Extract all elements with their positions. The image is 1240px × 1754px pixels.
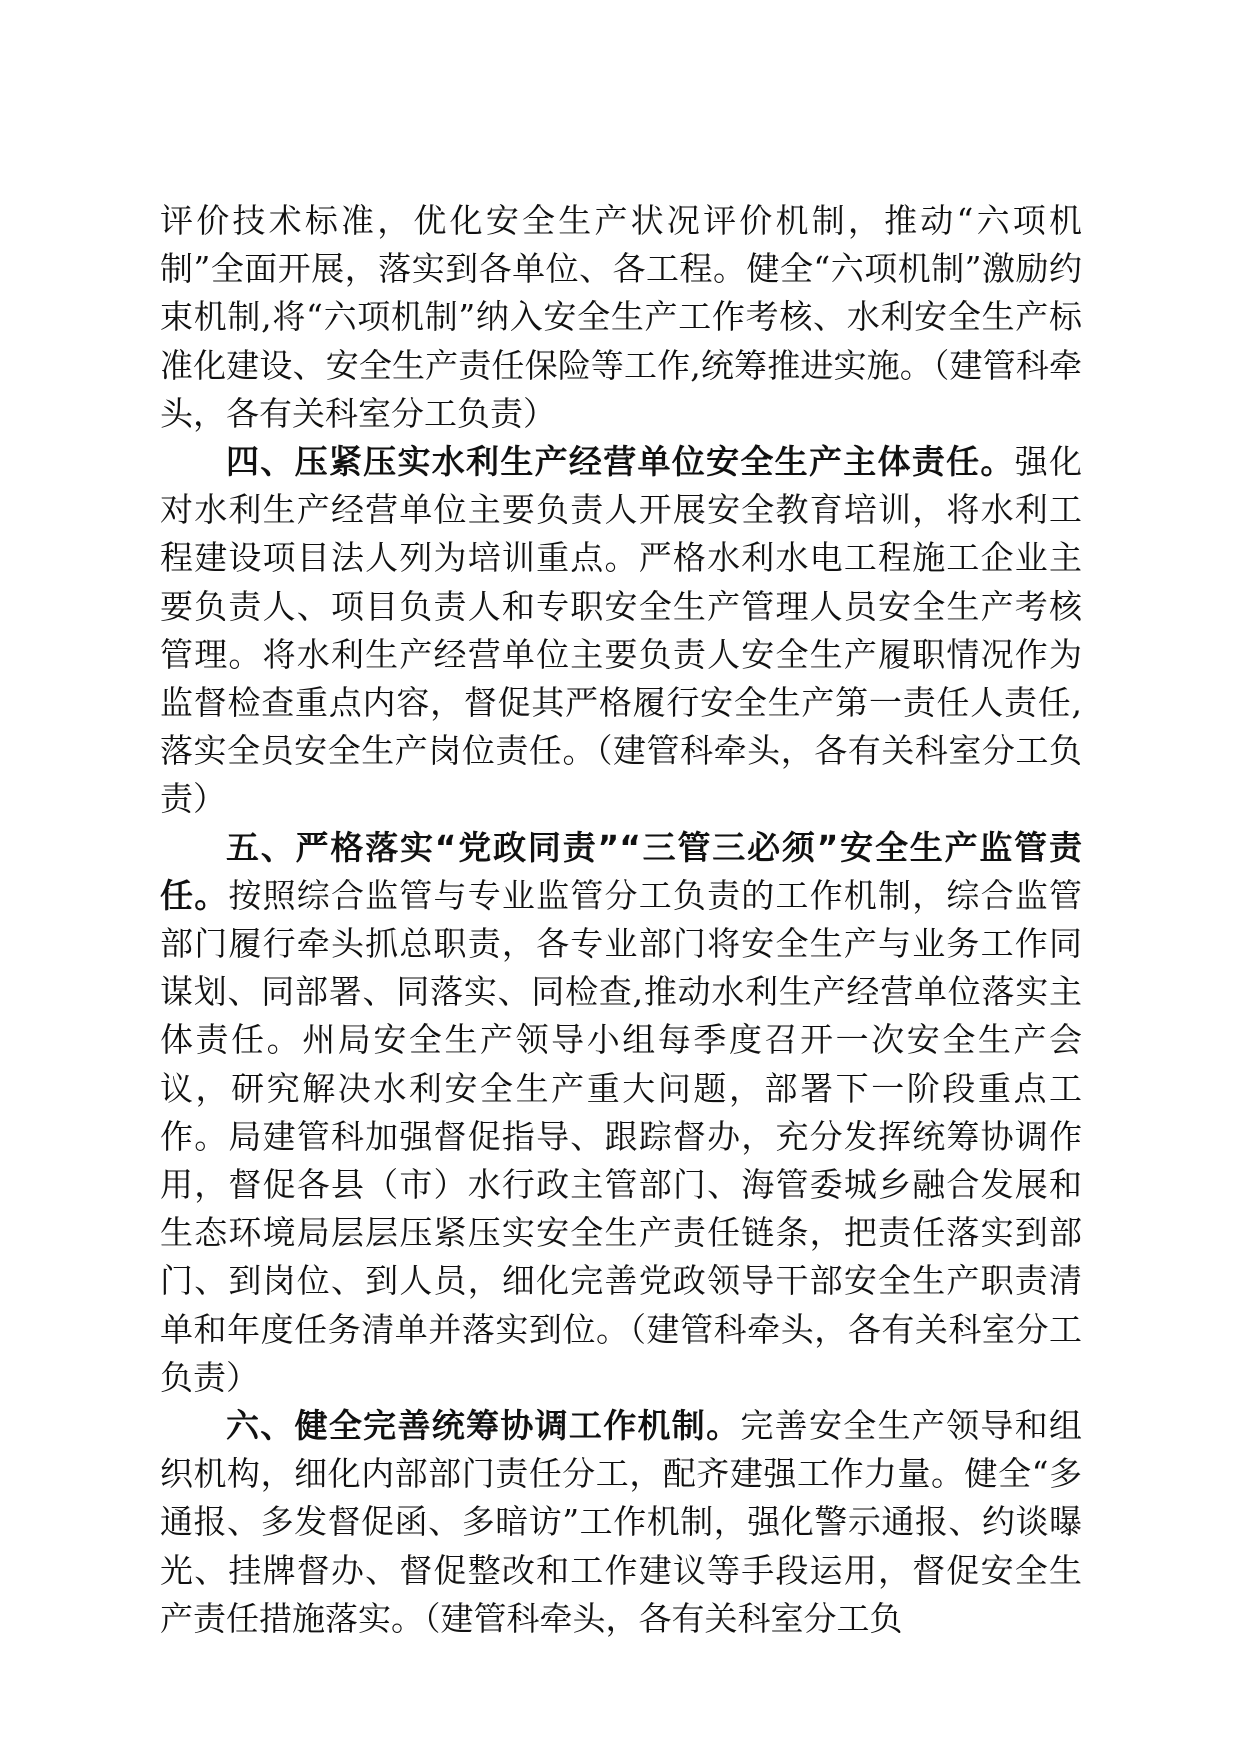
section-heading: 六、健全完善统筹协调工作机制。 (226, 1406, 741, 1446)
paragraph-text: 完善安全生产领导和组织机构，细化内部部门责任分工，配齐建强工作力量。健全“多通报、多发督促函、多暗访”工作机制，强化警示通报、约谈曝光、挂牌督办、督促整改和工作建议等手段运用，督促安全生产责任措施落实。（建管科牵头，各有关科室分工负 (160, 1406, 1083, 1638)
paragraph-continued (160, 197, 1082, 438)
paragraph-text: 强化对水利生产经营单位主要负责人开展安全教育培训，将水利工程建设项目法人列为培训重点。严格水利水电工程施工企业主要负责人、项目负责人和专职安全生产管理人员安全生产考核管理。将水利生产经营单位主要负责人安全生产履职情况作为监督检查重点内容，督促其严格履行安全生产第一责任人责任,落实全员安全生产岗位责任。（建管科牵头，各有关科室分工负责） (160, 442, 1083, 819)
paragraph-text: 按照综合监管与专业监管分工负责的工作机制，综合监管部门履行牵头抓总职责，各专业部门将安全生产与业务工作同谋划、同部署、同落实、同检查,推动水利生产经营单位落实主体责任。州局安全生产领导小组每季度召开一次安全生产会议，研究解决水利安全生产重大问题，部署下一阶段重点工作。局建管科加强督促指导、跟踪督办，充分发挥统筹协调作用，督促各县（市）水行政主管部门、海管委城乡融合发展和生态环境局层层压紧压实安全生产责任链条，把责任落实到部门、到岗位、到人员，细化完善党政领导干部安全生产职责清单和年度任务清单并落实到位。（建管科牵头，各有关科室分工负责） (160, 875, 1083, 1397)
document-body (160, 197, 1082, 1643)
paragraph-section-5 (160, 824, 1082, 1402)
section-heading: 四、压紧压实水利生产经营单位安全生产主体责任。 (226, 442, 1015, 482)
paragraph-text: 评价技术标准，优化安全生产状况评价机制，推动“六项机制”全面开展，落实到各单位、各工程。健全“六项机制”激励约束机制,将“六项机制”纳入安全生产工作考核、水利安全生产标准化建设、安全生产责任保险等工作,统筹推进实施。（建管科牵头，各有关科室分工负责） (160, 201, 1082, 433)
paragraph-section-6 (160, 1402, 1082, 1643)
paragraph-section-4 (160, 438, 1082, 824)
section-heading: 五、严格落实“党政同责”“三管三必须”安全生产监管责任。 (160, 827, 1082, 915)
